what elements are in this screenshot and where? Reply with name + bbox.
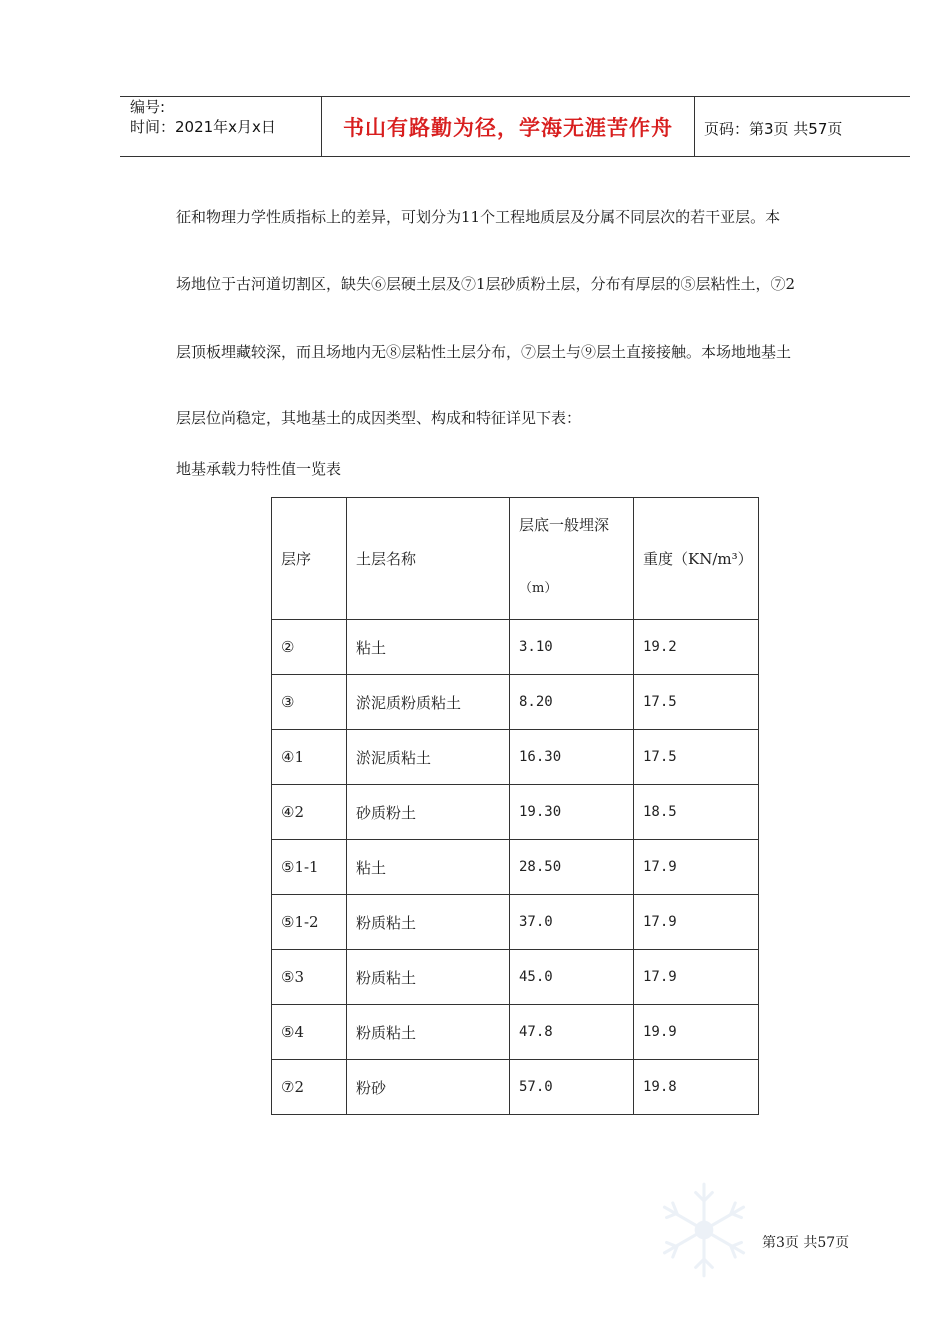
cell-weight: 19.9 [634, 1005, 759, 1060]
cell-name: 淤泥质粉质粘土 [347, 675, 510, 730]
header-depth-line2: （m） [519, 581, 558, 596]
cell-layer: ⑤1-1 [272, 840, 347, 895]
paragraph-line-1: 征和物理力学性质指标上的差异，可划分为11个工程地质层及分属不同层次的若干亚层。本 [176, 208, 781, 226]
cell-layer: ② [272, 620, 347, 675]
table-row [272, 675, 759, 730]
cell-layer: ④1 [272, 730, 347, 785]
cell-name: 粘土 [347, 620, 510, 675]
cell-name: 粉质粘土 [347, 950, 510, 1005]
header-bottom-rule [120, 156, 910, 157]
footer-page-number: 第3页 共57页 [762, 1235, 850, 1251]
table-row [272, 785, 759, 840]
header-name: 土层名称 [347, 498, 510, 620]
paragraph-line-2: 场地位于古河道切割区，缺失⑥层硬土层及⑦1层砂质粉土层，分布有厚层的⑤层粘性土，⑦2 [176, 275, 796, 293]
cell-depth: 45.0 [510, 950, 634, 1005]
cell-depth: 8.20 [510, 675, 634, 730]
motto-banner: 书山有路勤为径，学海无涯苦作舟 [343, 116, 673, 140]
cell-name: 粉质粘土 [347, 1005, 510, 1060]
header-page-info: 页码：第3页 共57页 [704, 120, 843, 138]
cell-name: 粉质粘土 [347, 895, 510, 950]
cell-depth: 37.0 [510, 895, 634, 950]
cell-depth: 28.50 [510, 840, 634, 895]
document-number-label: 编号: [130, 98, 166, 116]
table-row [272, 620, 759, 675]
cell-layer: ⑦2 [272, 1060, 347, 1115]
cell-weight: 17.9 [634, 840, 759, 895]
cell-weight: 19.8 [634, 1060, 759, 1115]
cell-weight: 17.9 [634, 950, 759, 1005]
cell-layer: ③ [272, 675, 347, 730]
header-top-rule [120, 96, 910, 97]
cell-depth: 19.30 [510, 785, 634, 840]
cell-weight: 17.9 [634, 895, 759, 950]
cell-layer: ⑤3 [272, 950, 347, 1005]
cell-layer: ⑤1-2 [272, 895, 347, 950]
snowflake-watermark-icon [652, 1178, 756, 1282]
table-row [272, 950, 759, 1005]
cell-layer: ⑤4 [272, 1005, 347, 1060]
cell-depth: 16.30 [510, 730, 634, 785]
table-row [272, 1060, 759, 1115]
paragraph-line-3: 层顶板埋藏较深，而且场地内无⑧层粘性土层分布，⑦层土与⑨层土直接接触。本场地地基土 [176, 343, 792, 361]
cell-name: 粘土 [347, 840, 510, 895]
header-depth-line1: 层底一般埋深 [519, 516, 610, 534]
cell-weight: 17.5 [634, 730, 759, 785]
header-depth [510, 498, 634, 620]
soil-properties-table [271, 497, 759, 1115]
paragraph-line-4: 层层位尚稳定，其地基土的成因类型、构成和特征详见下表： [176, 409, 582, 427]
cell-layer: ④2 [272, 785, 347, 840]
cell-name: 砂质粉土 [347, 785, 510, 840]
cell-name: 粉砂 [347, 1060, 510, 1115]
cell-depth: 3.10 [510, 620, 634, 675]
table-caption: 地基承载力特性值一览表 [176, 460, 342, 478]
header-weight: 重度（KN/m³） [634, 498, 759, 620]
header-layer: 层序 [272, 498, 347, 620]
document-time: 时间：2021年x月x日 [130, 118, 276, 136]
cell-weight: 18.5 [634, 785, 759, 840]
cell-depth: 57.0 [510, 1060, 634, 1115]
table-row [272, 730, 759, 785]
cell-name: 淤泥质粘土 [347, 730, 510, 785]
table-row [272, 840, 759, 895]
table-row [272, 895, 759, 950]
cell-weight: 19.2 [634, 620, 759, 675]
table-header-row [272, 498, 759, 620]
header-divider-2 [694, 96, 695, 157]
cell-weight: 17.5 [634, 675, 759, 730]
cell-depth: 47.8 [510, 1005, 634, 1060]
table-row [272, 1005, 759, 1060]
